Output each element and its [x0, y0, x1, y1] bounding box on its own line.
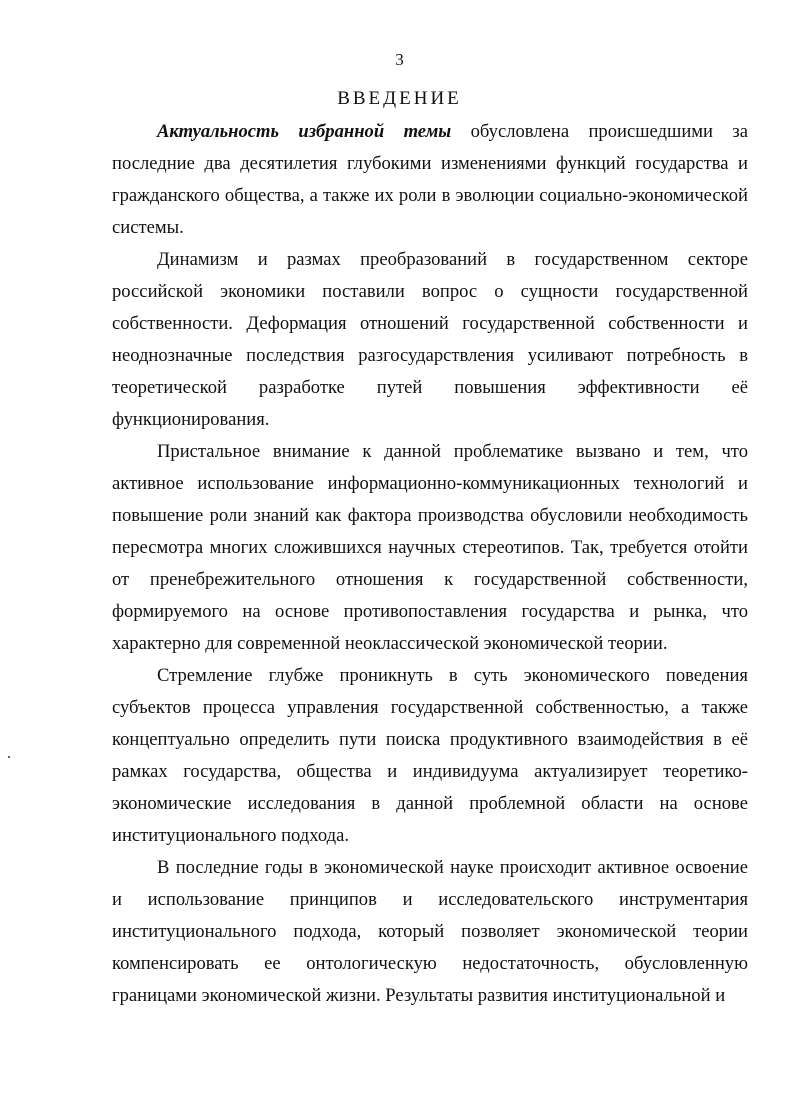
document-body — [112, 116, 748, 1012]
paragraph-relevance — [112, 116, 748, 244]
paragraph-striving: Стремление глубже проникнуть в суть экономического поведения субъектов процесса управления государственной собственностью, а также концептуально определить пути поиска продуктивного взаимодействия в её рамках государства, общества и индивидуума актуализирует теоретико-экономические исследования в данной проблемной области на основе институционального подхода. — [112, 665, 748, 846]
page-number: 3 — [395, 50, 404, 69]
paragraph-dynamism: Динамизм и размах преобразований в государственном секторе российской экономики поставили вопрос о сущности государственной собственности. Деформация отношений государственной собственности и неоднозначные последствия разгосударствления усиливают потребность в теоретической разработке путей повышения эффективности её функционирования. — [112, 249, 748, 430]
page-title: ВВЕДЕНИЕ — [337, 88, 462, 109]
paragraph-attention: Пристальное внимание к данной проблематике вызвано и тем, что активное использование информационно-коммуникационных технологий и повышение роли знаний как фактора производства обусловили необходимость пересмотра многих сложившихся научных стереотипов. Так, требуется отойти от пренебрежительного отношения к государственной собственности, формируемого на основе противопоставления государства и рынка, что характерно для современной неоклассической экономической теории. — [112, 441, 748, 654]
paragraph-recent-years: В последние годы в экономической науке происходит активное освоение и использование принципов и исследовательского инструментария институционального подхода, который позволяет экономической теории компенсировать ее онтологическую недостаточность, обусловленную границами экономической жизни. Результаты развития институциональной и — [112, 857, 748, 1006]
scan-speck — [8, 756, 10, 758]
relevance-text: обусловлена происшедшими за последние два десятилетия глубокими изменениями функций государства и гражданского общества, а также их роли в эволюции социально-экономической системы. — [112, 121, 748, 238]
relevance-lead: Актуальность избранной темы — [157, 121, 452, 142]
